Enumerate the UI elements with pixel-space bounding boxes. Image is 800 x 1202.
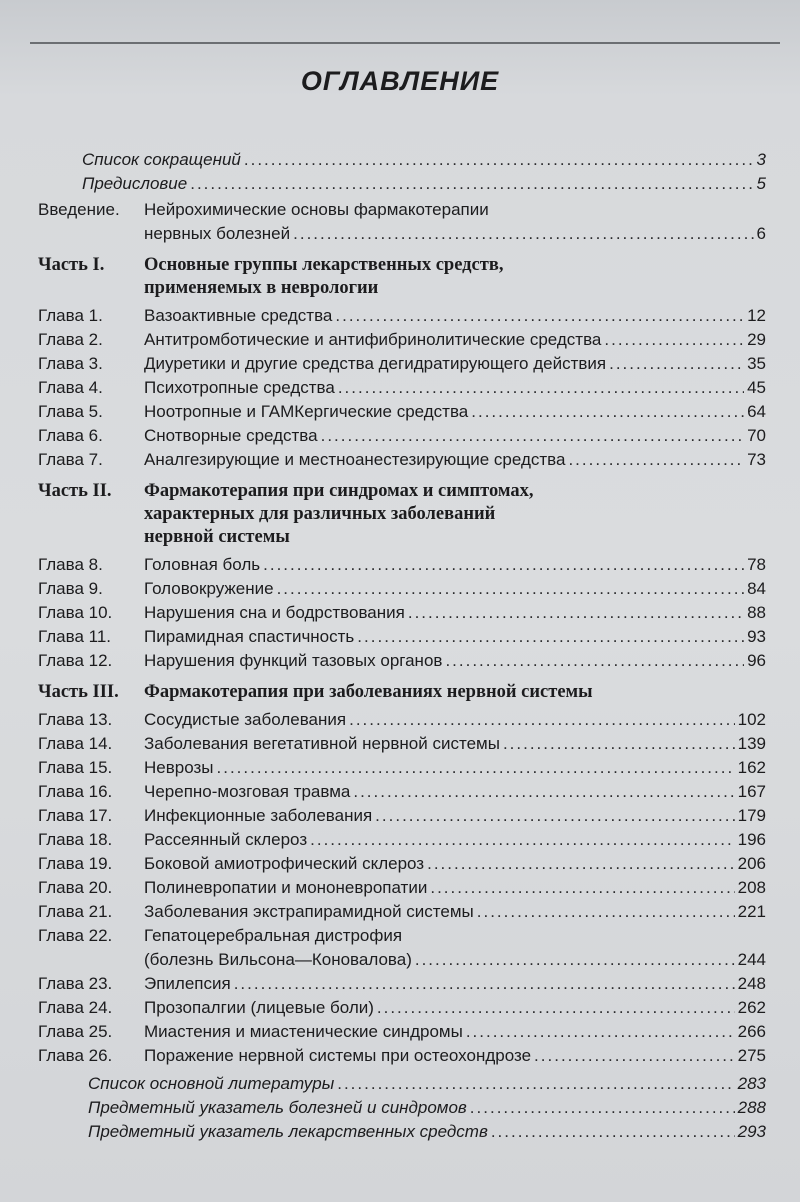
entry-label: Глава 5. [38, 402, 103, 421]
toc-entry [38, 306, 766, 330]
page-number: 88 [747, 603, 766, 622]
toc-entry [38, 1098, 766, 1122]
page-number: 70 [747, 426, 766, 445]
page-number: 93 [747, 627, 766, 646]
table-of-contents [38, 150, 766, 1146]
entry-label: Глава 12. [38, 651, 113, 670]
part-heading [38, 480, 766, 549]
toc-entry [38, 1122, 766, 1146]
part3-chapters-cont [38, 974, 766, 1070]
leader-dots [427, 854, 735, 874]
leader-dots [503, 734, 735, 754]
entry-label: Глава 18. [38, 830, 113, 849]
toc-entry [38, 579, 766, 603]
leader-dots [217, 758, 735, 778]
leader-dots [375, 806, 734, 826]
entry-title: Эпилепсия [144, 974, 231, 993]
entry-title: Инфекционные заболевания [144, 806, 373, 825]
toc-entry [38, 902, 766, 926]
entry-label: Глава 19. [38, 854, 113, 873]
part-heading [38, 681, 766, 704]
page-number: 45 [747, 378, 766, 397]
entry-title: Неврозы [144, 758, 214, 777]
leader-dots [471, 402, 744, 422]
ch22-line-2 [38, 950, 766, 974]
page-number: 73 [747, 450, 766, 469]
leader-dots [491, 1122, 735, 1142]
page-number: 35 [747, 354, 766, 373]
entry-title: Нарушения сна и бодрствования [144, 603, 405, 622]
leader-dots [430, 878, 734, 898]
page-number: 84 [747, 579, 766, 598]
toc-entry [38, 710, 766, 734]
leader-dots [534, 1046, 735, 1066]
part-title-line: нервной системы [144, 527, 290, 547]
part-title-line: Фармакотерапия при заболеваниях нервной системы [144, 682, 593, 702]
entry-label: Глава 4. [38, 378, 103, 397]
page-number: 208 [737, 878, 766, 897]
entry-label: Глава 22. [38, 926, 113, 945]
page-number: 283 [737, 1074, 766, 1093]
leader-dots [234, 974, 735, 994]
toc-entry [38, 354, 766, 378]
entry-title: Миастения и миастенические синдромы [144, 1022, 463, 1041]
leader-dots [293, 224, 753, 244]
leader-dots [609, 354, 744, 374]
page-number: 3 [756, 150, 766, 169]
part2-chapters [38, 555, 766, 675]
leader-dots [353, 782, 734, 802]
page-number: 29 [747, 330, 766, 349]
leader-dots [310, 830, 735, 850]
back-matter [38, 1074, 766, 1146]
entry-title: Полиневропатии и мононевропатии [144, 878, 428, 897]
leader-dots [466, 1022, 735, 1042]
leader-dots [321, 426, 744, 446]
entry-label: Глава 15. [38, 758, 113, 777]
entry-label: Глава 10. [38, 603, 113, 622]
toc-entry [38, 878, 766, 902]
page-number: 244 [737, 950, 766, 969]
ch22-line-1 [38, 926, 766, 950]
page-number: 206 [737, 854, 766, 873]
entry-title: Снотворные средства [144, 426, 318, 445]
leader-dots [337, 1074, 734, 1094]
toc-entry [38, 854, 766, 878]
entry-title: Антитромботические и антифибринолитические средства [144, 330, 602, 349]
entry-label: Глава 7. [38, 450, 103, 469]
page-number: 64 [747, 402, 766, 421]
page-number: 248 [737, 974, 766, 993]
toc-entry [38, 782, 766, 806]
part1-chapters [38, 306, 766, 474]
page-number: 196 [737, 830, 766, 849]
entry-label: Глава 11. [38, 627, 112, 646]
entry-title: Рассеянный склероз [144, 830, 308, 849]
entry-title-cont: (болезнь Вильсона—Коновалова) [144, 950, 412, 969]
part-title-line: Фармакотерапия при синдромах и симптомах, [144, 481, 534, 501]
leader-dots [357, 627, 744, 647]
leader-dots [604, 330, 744, 350]
front-matter [38, 150, 766, 198]
toc-entry [38, 734, 766, 758]
part-title [144, 254, 503, 300]
toc-entry [38, 150, 766, 174]
toc-entry [38, 830, 766, 854]
toc-entry [38, 402, 766, 426]
intro-line-1 [38, 200, 766, 224]
entry-label: Глава 14. [38, 734, 113, 753]
entry-title: Черепно-мозговая травма [144, 782, 351, 801]
entry-title: Предметный указатель болезней и синдромов [88, 1098, 467, 1117]
page-number: 293 [737, 1122, 766, 1141]
leader-dots [408, 603, 744, 623]
page-number: 162 [737, 758, 766, 777]
entry-title: Нарушения функций тазовых органов [144, 651, 443, 670]
leader-dots [477, 902, 735, 922]
toc-entry [38, 998, 766, 1022]
entry-label: Введение. [38, 200, 120, 219]
entry-label: Глава 25. [38, 1022, 113, 1041]
entry-label: Глава 26. [38, 1046, 113, 1065]
toc-entry [38, 555, 766, 579]
entry-title: Заболевания вегетативной нервной системы [144, 734, 500, 753]
page-number: 288 [737, 1098, 766, 1117]
entry-label: Глава 20. [38, 878, 113, 897]
entry-title: Заболевания экстрапирамидной системы [144, 902, 474, 921]
toc-entry [38, 1074, 766, 1098]
entry-label: Глава 8. [38, 555, 103, 574]
toc-entry-ch22 [38, 926, 766, 974]
part-title-line: Основные группы лекарственных средств, [144, 255, 504, 275]
entry-title: Головная боль [144, 555, 261, 574]
entry-label: Глава 9. [38, 579, 103, 598]
part-label: Часть II. [38, 481, 112, 501]
entry-title: Гепатоцеребральная дистрофия [144, 926, 403, 945]
page-number: 221 [737, 902, 766, 921]
page-number: 102 [737, 710, 766, 729]
toc-entry [38, 603, 766, 627]
toc-entry [38, 627, 766, 651]
entry-title: Предметный указатель лекарственных средств [88, 1122, 488, 1141]
entry-title-cont: нервных болезней [144, 224, 291, 243]
page-number: 12 [747, 306, 766, 325]
entry-title: Аналгезирующие и местноанестезирующие средства [144, 450, 566, 469]
entry-title: Прозопалгии (лицевые боли) [144, 998, 374, 1017]
entry-label: Глава 3. [38, 354, 103, 373]
part-title [144, 681, 593, 704]
leader-dots [377, 998, 735, 1018]
leader-dots [568, 450, 744, 470]
entry-title: Диуретики и другие средства дегидратирующего действия [144, 354, 607, 373]
entry-title: Вазоактивные средства [144, 306, 333, 325]
intro-line-2 [38, 224, 766, 248]
toc-entry [38, 330, 766, 354]
entry-title: Предисловие [82, 174, 188, 193]
toc-entry [38, 450, 766, 474]
toc-entry [38, 1046, 766, 1070]
part-label: Часть I. [38, 255, 105, 275]
entry-title: Список основной литературы [88, 1074, 335, 1093]
part-title-line: характерных для различных заболеваний [144, 504, 496, 524]
entry-label: Глава 6. [38, 426, 103, 445]
leader-dots [190, 174, 753, 194]
entry-title: Боковой амиотрофический склероз [144, 854, 425, 873]
leader-dots [445, 651, 744, 671]
leader-dots [415, 950, 735, 970]
intro-entry [38, 200, 766, 248]
entry-title: Поражение нервной системы при остеохондрозе [144, 1046, 532, 1065]
entry-label: Глава 16. [38, 782, 113, 801]
page-number: 167 [737, 782, 766, 801]
entry-label: Глава 17. [38, 806, 113, 825]
toc-entry [38, 974, 766, 998]
toc-entry [38, 758, 766, 782]
entry-label: Глава 2. [38, 330, 103, 349]
page-number: 78 [747, 555, 766, 574]
header-rule [30, 42, 780, 44]
part-label: Часть III. [38, 682, 119, 702]
toc-entry [38, 1022, 766, 1046]
part-title-line: применяемых в неврологии [144, 278, 379, 298]
entry-label: Глава 23. [38, 974, 113, 993]
leader-dots [277, 579, 745, 599]
leader-dots [263, 555, 744, 575]
page-number: 275 [737, 1046, 766, 1065]
entry-title: Нейрохимические основы фармакотерапии [144, 200, 489, 219]
part3-chapters [38, 710, 766, 926]
entry-title: Ноотропные и ГАМКергические средства [144, 402, 469, 421]
entry-label: Глава 21. [38, 902, 113, 921]
leader-dots [470, 1098, 735, 1118]
page-number: 179 [737, 806, 766, 825]
entry-label: Глава 13. [38, 710, 113, 729]
toc-entry [38, 174, 766, 198]
entry-title: Психотропные средства [144, 378, 335, 397]
leader-dots [338, 378, 744, 398]
leader-dots [335, 306, 744, 326]
page-number: 262 [737, 998, 766, 1017]
part-title [144, 480, 534, 549]
entry-label: Глава 1. [38, 306, 103, 325]
leader-dots [244, 150, 754, 170]
entry-label: Глава 24. [38, 998, 113, 1017]
page-title: ОГЛАВЛЕНИЕ [300, 66, 500, 96]
entry-title: Список сокращений [82, 150, 241, 169]
entry-title: Головокружение [144, 579, 274, 598]
part-heading [38, 254, 766, 300]
toc-entry [38, 806, 766, 830]
entry-title: Пирамидная спастичность [144, 627, 355, 646]
page-number: 5 [756, 174, 766, 193]
toc-entry [38, 378, 766, 402]
page-number: 266 [737, 1022, 766, 1041]
page-number: 96 [747, 651, 766, 670]
toc-entry [38, 426, 766, 450]
page-number: 139 [737, 734, 766, 753]
leader-dots [349, 710, 735, 730]
toc-entry [38, 651, 766, 675]
entry-title: Сосудистые заболевания [144, 710, 347, 729]
page-number: 6 [756, 224, 766, 243]
